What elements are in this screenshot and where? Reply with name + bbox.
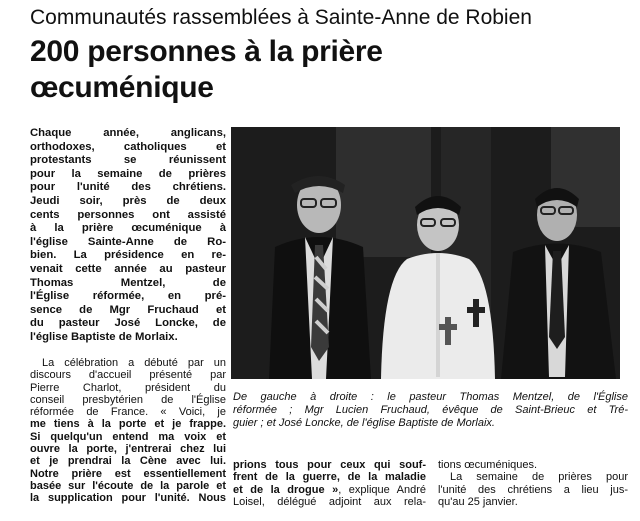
body-line: basée sur l'écoute de la parole et [30,479,226,492]
body-line: conseil presbytérien de l'Église [30,393,226,406]
lede-line: cents personnes ont assisté [30,208,226,221]
lede-line: l'église Baptiste de Morlaix. [30,330,178,343]
article-lede [30,127,226,345]
lede-line: sence de Mgr Fruchaud et [30,303,226,316]
body-line [233,484,426,496]
body-line: Si quelqu'un entend ma voix et [30,430,226,443]
body-line: me tiens à la porte et je frappe. [30,418,226,431]
body-line: prions tous pour ceux qui souf- [233,459,426,471]
lede-line: venait cette année au pasteur [30,262,226,275]
article-body-column-1 [30,357,226,505]
lede-line: l'Église réformée, en pré- [30,290,226,303]
body-line: qu'au 25 janvier. [438,495,518,508]
caption-line: réformée ; Mgr Lucien Fruchaud, évêque de Saint-Brieuc et Tré- [233,404,628,417]
body-line: Loisel, délégué adjoint aux rela- [233,495,426,508]
body-line: l'unité des chrétiens a lieu jus- [438,483,628,496]
lede-line: l'église Sainte-Anne de Ro- [30,235,226,248]
headline-line-2: œcuménique [30,71,214,104]
article-headline [30,34,630,106]
body-line: et je prendrai la Cène avec lui. [30,455,226,468]
body-line: discours d'accueil présenté par [30,369,226,382]
lede-line: pour la semaine de prières [30,167,226,180]
photo-caption [233,391,628,431]
body-line-bold-part: et de la drogue » [233,483,339,496]
lede-line: orthodoxes, catholiques et [30,140,226,153]
lede-line: à la prière œcuménique à [30,222,226,235]
lede-line: pour l'unité des chrétiens. [30,181,226,194]
headline-line-1: 200 personnes à la prière [30,35,383,68]
body-line: réformée de France. « Voici, je [30,406,226,419]
caption-line: De gauche à droite : le pasteur Thomas Mentzel, de l'Église [233,391,628,403]
article-body-column-3 [438,459,628,508]
lede-line: du pasteur José Loncke, de [30,317,226,330]
lede-line: Thomas Mentzel, de [30,276,226,289]
body-line: Notre prière est essentiellement [30,467,226,480]
body-line: La célébration a débuté par un [42,357,226,369]
lede-line: Jeudi soir, près de deux [30,194,226,207]
body-line: ouvre la porte, j'entrerai chez lui [30,443,226,456]
body-line: La semaine de prières pour [450,471,628,484]
body-line: tions œcuméniques. [438,459,538,471]
group-photo-illustration [231,127,620,379]
article-body-column-2 [233,459,426,508]
lede-line: Chaque année, anglicans, [30,127,226,139]
caption-line: guier ; et José Loncke, de l'église Baptiste de Morlaix. [233,417,495,430]
body-line: Pierre Charlot, président du [30,381,226,394]
body-line: frent de la guerre, de la maladie [233,471,426,484]
lede-line: protestants se réunissent [30,154,226,167]
body-line: la supplication pour l'unité. Nous [30,492,226,505]
group-photo [231,127,620,379]
body-line-rest: , explique André [338,483,426,496]
lede-line: bien. La présidence en re- [30,249,226,262]
article-kicker: Communautés rassemblées à Sainte-Anne de Robien [30,6,532,29]
